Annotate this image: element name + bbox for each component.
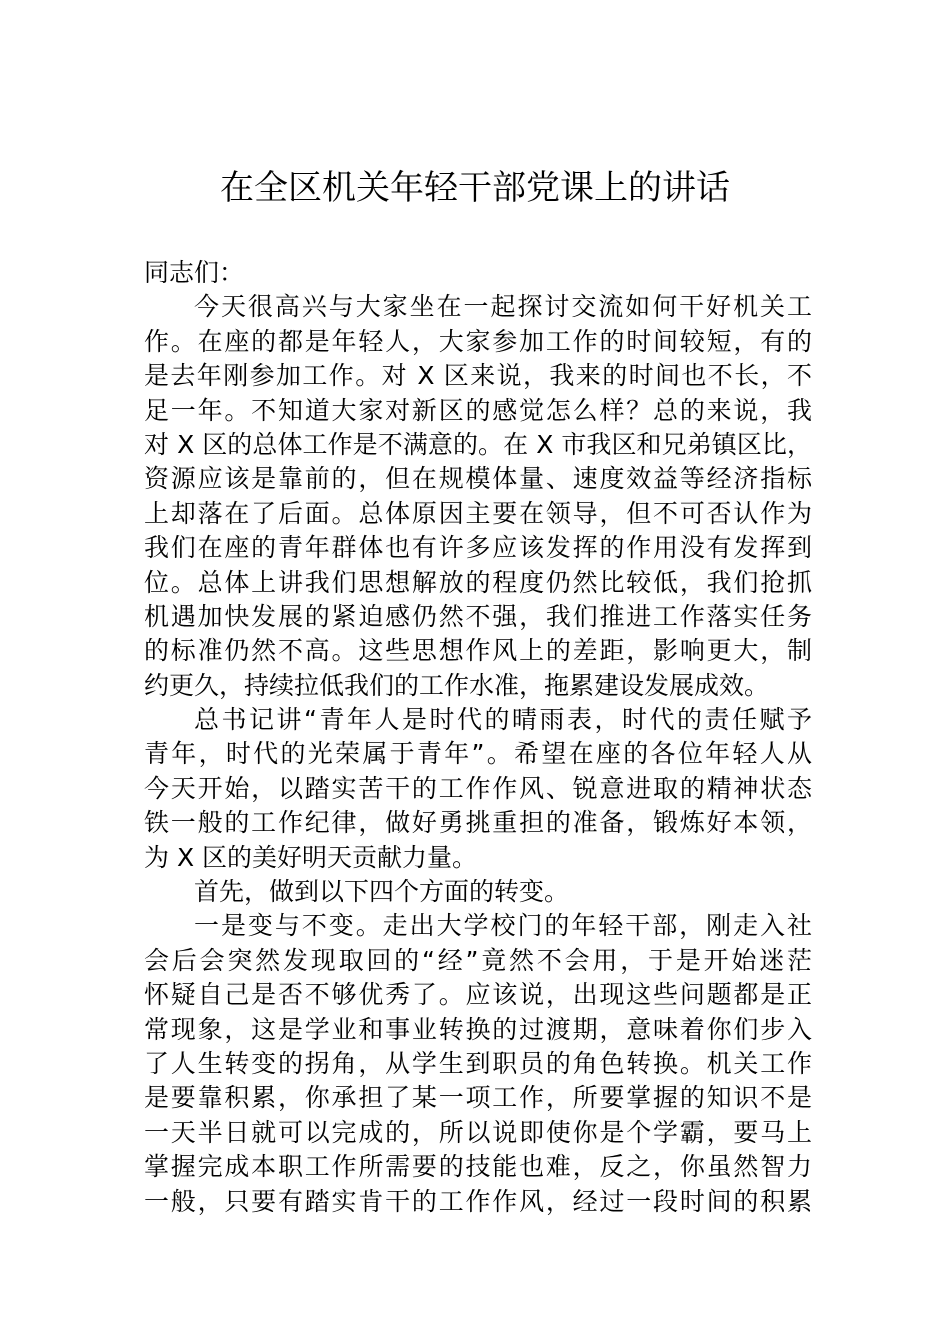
body-line: 对 X 区的总体工作是不满意的。在 X 市我区和兄弟镇区比， [144, 429, 812, 459]
body-line: 青年，时代的光荣属于青年”。希望在座的各位年轻人从 [144, 739, 812, 769]
body-line: 的标准仍然不高。这些思想作风上的差距，影响更大，制 [144, 636, 812, 666]
body-line: 上却落在了后面。总体原因主要在领导，但不可否认作为 [144, 498, 812, 528]
body-line: 总书记讲“青年人是时代的晴雨表，时代的责任赋予 [194, 705, 812, 735]
body-line: 首先，做到以下四个方面的转变。 [194, 877, 570, 907]
body-line: 铁一般的工作纪律，做好勇挑重担的准备，锻炼好本领， [144, 808, 812, 838]
body-line: 机遇加快发展的紧迫感仍然不强，我们推进工作落实任务 [144, 601, 812, 631]
document-title: 在全区机关年轻干部党课上的讲话 [220, 168, 730, 208]
body-line: 会后会突然发现取回的“经”竟然不会用，于是开始迷茫 [144, 945, 812, 975]
body-line: 掌握完成本职工作所需要的技能也难，反之，你虽然智力 [144, 1152, 812, 1182]
body-line: 资源应该是靠前的，但在规模体量、速度效益等经济指标 [144, 464, 812, 494]
body-line: 约更久，持续拉低我们的工作水准，拖累建设发展成效。 [144, 670, 770, 700]
body-line: 为 X 区的美好明天贡献力量。 [144, 842, 478, 872]
body-line: 位。总体上讲我们思想解放的程度仍然比较低，我们抢抓 [144, 567, 812, 597]
body-line: 是要靠积累，你承担了某一项工作，所要掌握的知识不是 [144, 1083, 812, 1113]
body-line: 一天半日就可以完成的，所以说即使你是个学霸，要马上 [144, 1117, 812, 1147]
body-line: 我们在座的青年群体也有许多应该发挥的作用没有发挥到 [144, 533, 812, 563]
body-line: 怀疑自己是否不够优秀了。应该说，出现这些问题都是正 [144, 980, 812, 1010]
salutation-line: 同志们： [144, 258, 245, 287]
body-line: 一是变与不变。走出大学校门的年轻干部，刚走入社 [194, 911, 812, 941]
document-body [144, 256, 812, 1219]
body-line: 常现象，这是学业和事业转换的过渡期，意味着你们步入 [144, 1014, 812, 1044]
body-line: 一般，只要有踏实肯干的工作作风，经过一段时间的积累 [144, 1186, 812, 1216]
body-line: 今天开始，以踏实苦干的工作作风、锐意进取的精神状态 [144, 773, 812, 803]
body-line: 作。在座的都是年轻人，大家参加工作的时间较短，有的 [144, 326, 812, 356]
body-line: 足一年。不知道大家对新区的感觉怎么样？总的来说，我 [144, 395, 812, 425]
body-line: 今天很高兴与大家坐在一起探讨交流如何干好机关工 [194, 292, 812, 322]
body-line: 是去年刚参加工作。对 X 区来说，我来的时间也不长，不 [144, 361, 812, 391]
body-line: 了人生转变的拐角，从学生到职员的角色转换。机关工作 [144, 1048, 812, 1078]
